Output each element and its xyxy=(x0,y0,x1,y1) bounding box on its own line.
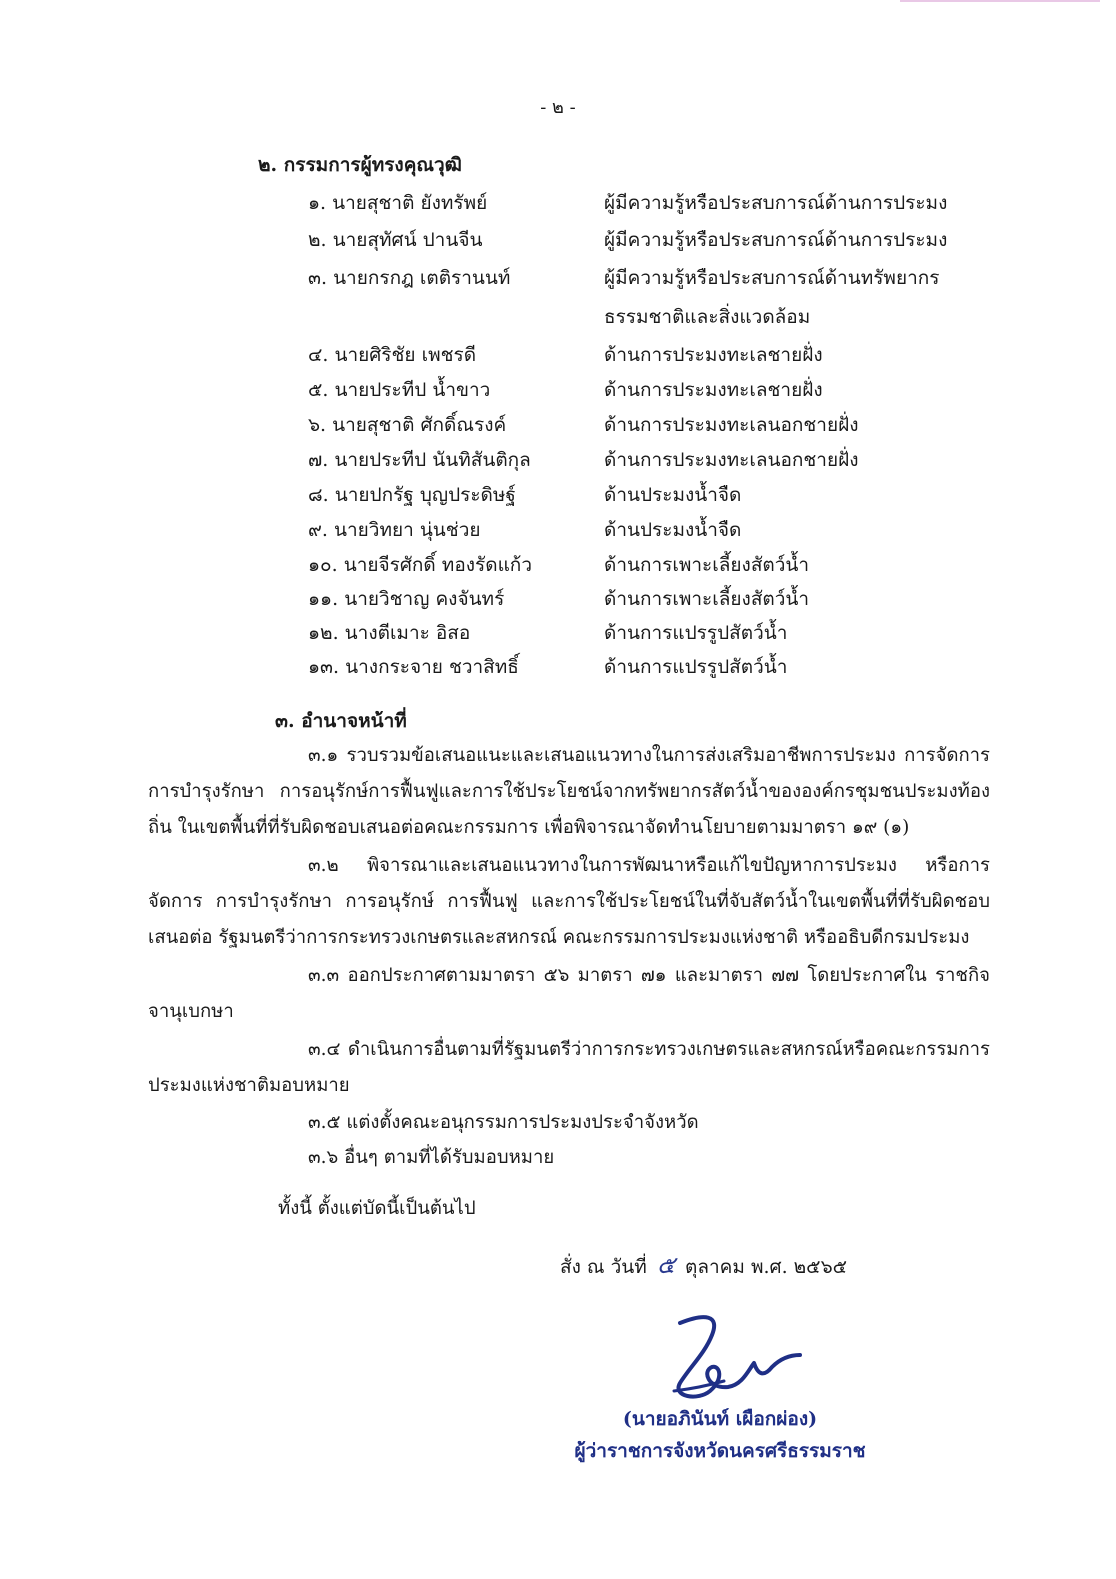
member-row xyxy=(0,445,1116,479)
member-name: ๘. นายปกรัฐ บุญประดิษฐ์ xyxy=(308,484,516,506)
member-role: ผู้มีความรู้หรือประสบการณ์ด้านการประมง xyxy=(604,192,948,214)
duty-3-1: ๓.๑ รวบรวมข้อเสนอแนะและเสนอแนวทางในการส่งเสริมอาชีพการประมง การจัดการ การบำรุงรักษา การอนุรักษ์การฟื้นฟูและการใช้ประโยชน์จากทรัพยากรสัตว์น้ำขององค์กรชุมชนประมงท้องถิ่น ในเขตพื้นที่ที่รับผิดชอบเสนอต่อคณะกรรมการ เพื่อพิจารณาจัดทำนโยบายตามมาตรา ๑๙ (๑) xyxy=(148,745,990,838)
member-role: ด้านการแปรรูปสัตว์น้ำ xyxy=(604,622,788,644)
member-name: ๑๐. นายจีรศักดิ์ ทองรัดแก้ว xyxy=(308,554,532,576)
signatory-name: (นายอภินันท์ เผือกผ่อง) xyxy=(622,1408,818,1430)
member-name: ๙. นายวิทยา นุ่นช่วย xyxy=(308,519,481,541)
member-role: ด้านการประมงทะเลชายฝั่ง xyxy=(604,379,823,401)
duty-3-5: ๓.๕ แต่งตั้งคณะอนุกรรมการประมงประจำจังหวัด xyxy=(308,1112,699,1133)
member-role: ด้านการเพาะเลี้ยงสัตว์น้ำ xyxy=(604,588,810,610)
member-name: ๕. นายประทีป น้ำขาว xyxy=(308,379,491,401)
member-row xyxy=(0,618,1116,652)
member-row xyxy=(0,480,1116,514)
order-date xyxy=(560,1245,847,1284)
member-name: ๑๑. นายวิชาญ คงจันทร์ xyxy=(308,588,505,610)
signature-mark xyxy=(650,1305,850,1405)
member-row xyxy=(0,410,1116,444)
member-name: ๗. นายประทีป นันทิสันติกุล xyxy=(308,449,531,471)
member-row xyxy=(0,584,1116,618)
duty-3-3: ๓.๓ ออกประกาศตามมาตรา ๕๖ มาตรา ๗๑ และมาตรา ๗๗ โดยประกาศใน ราชกิจจานุเบกษา xyxy=(148,965,990,1022)
member-name: ๖. นายสุชาติ ศักดิ์ณรงค์ xyxy=(308,414,507,436)
member-name: ๑๒. นางตีเมาะ อิสอ xyxy=(308,622,471,644)
member-row xyxy=(0,515,1116,549)
member-row xyxy=(0,550,1116,584)
member-role: ด้านการเพาะเลี้ยงสัตว์น้ำ xyxy=(604,554,810,576)
section-3-heading: ๓. อำนาจหน้าที่ xyxy=(275,710,407,732)
member-role: ด้านการแปรรูปสัตว์น้ำ xyxy=(604,656,788,678)
member-row xyxy=(0,375,1116,409)
member-name: ๑๓. นางกระจาย ชวาสิทธิ์ xyxy=(308,656,519,678)
member-row xyxy=(0,225,1116,259)
member-row xyxy=(0,340,1116,374)
duty-3-4: ๓.๔ ดำเนินการอื่นตามที่รัฐมนตรีว่าการกระทรวงเกษตรและสหกรณ์หรือคณะกรรมการ ประมงแห่งชาติมอบหมาย xyxy=(148,1039,990,1096)
member-role: ด้านการประมงทะเลชายฝั่ง xyxy=(604,344,823,366)
member-role: ผู้มีความรู้หรือประสบการณ์ด้านการประมง xyxy=(604,229,948,251)
member-role: ด้านประมงน้ำจืด xyxy=(604,519,742,541)
order-date-month-year: ตุลาคม พ.ศ. ๒๕๖๕ xyxy=(685,1256,848,1278)
signatory-position: ผู้ว่าราชการจังหวัดนครศรีธรรมราช xyxy=(574,1440,866,1462)
order-date-prefix: สั่ง ณ วันที่ xyxy=(560,1256,647,1278)
duty-3-6: ๓.๖ อื่นๆ ตามที่ได้รับมอบหมาย xyxy=(308,1147,555,1168)
member-role: ผู้มีความรู้หรือประสบการณ์ด้านทรัพยากร xyxy=(604,267,940,289)
top-edge-mark xyxy=(900,0,1100,2)
member-row xyxy=(0,263,1116,297)
member-row xyxy=(0,652,1116,686)
member-role: ด้านการประมงทะเลนอกชายฝั่ง xyxy=(604,414,859,436)
duty-3-2: ๓.๒ พิจารณาและเสนอแนวทางในการพัฒนาหรือแก้ไขปัญหาการประมง หรือการจัดการ การบำรุงรักษา การอนุรักษ์ การฟื้นฟู และการใช้ประโยชน์ในที่จับสัตว์น้ำในเขตพื้นที่ที่รับผิดชอบเสนอต่อ รัฐมนตรีว่าการกระทรวงเกษตรและสหกรณ์ คณะกรรมการประมงแห่งชาติ หรืออธิบดีกรมประมง xyxy=(148,855,990,948)
member-name: ๑. นายสุชาติ ยังทรัพย์ xyxy=(308,192,488,214)
member-name: ๓. นายกรกฎ เตติรานนท์ xyxy=(308,267,511,289)
page-number: - ๒ - xyxy=(540,97,576,118)
member-role-continued: ธรรมชาติและสิ่งแวดล้อม xyxy=(604,306,811,328)
effective-statement: ทั้งนี้ ตั้งแต่บัดนี้เป็นต้นไป xyxy=(278,1198,476,1219)
member-name: ๔. นายศิริชัย เพชรดี xyxy=(308,344,477,366)
member-role: ด้านประมงน้ำจืด xyxy=(604,484,742,506)
order-date-day: ๕ xyxy=(656,1251,675,1279)
member-role: ด้านการประมงทะเลนอกชายฝั่ง xyxy=(604,449,859,471)
section-2-heading: ๒. กรรมการผู้ทรงคุณวุฒิ xyxy=(258,154,462,176)
member-row xyxy=(0,188,1116,222)
member-name: ๒. นายสุทัศน์ ปานจีน xyxy=(308,229,483,251)
